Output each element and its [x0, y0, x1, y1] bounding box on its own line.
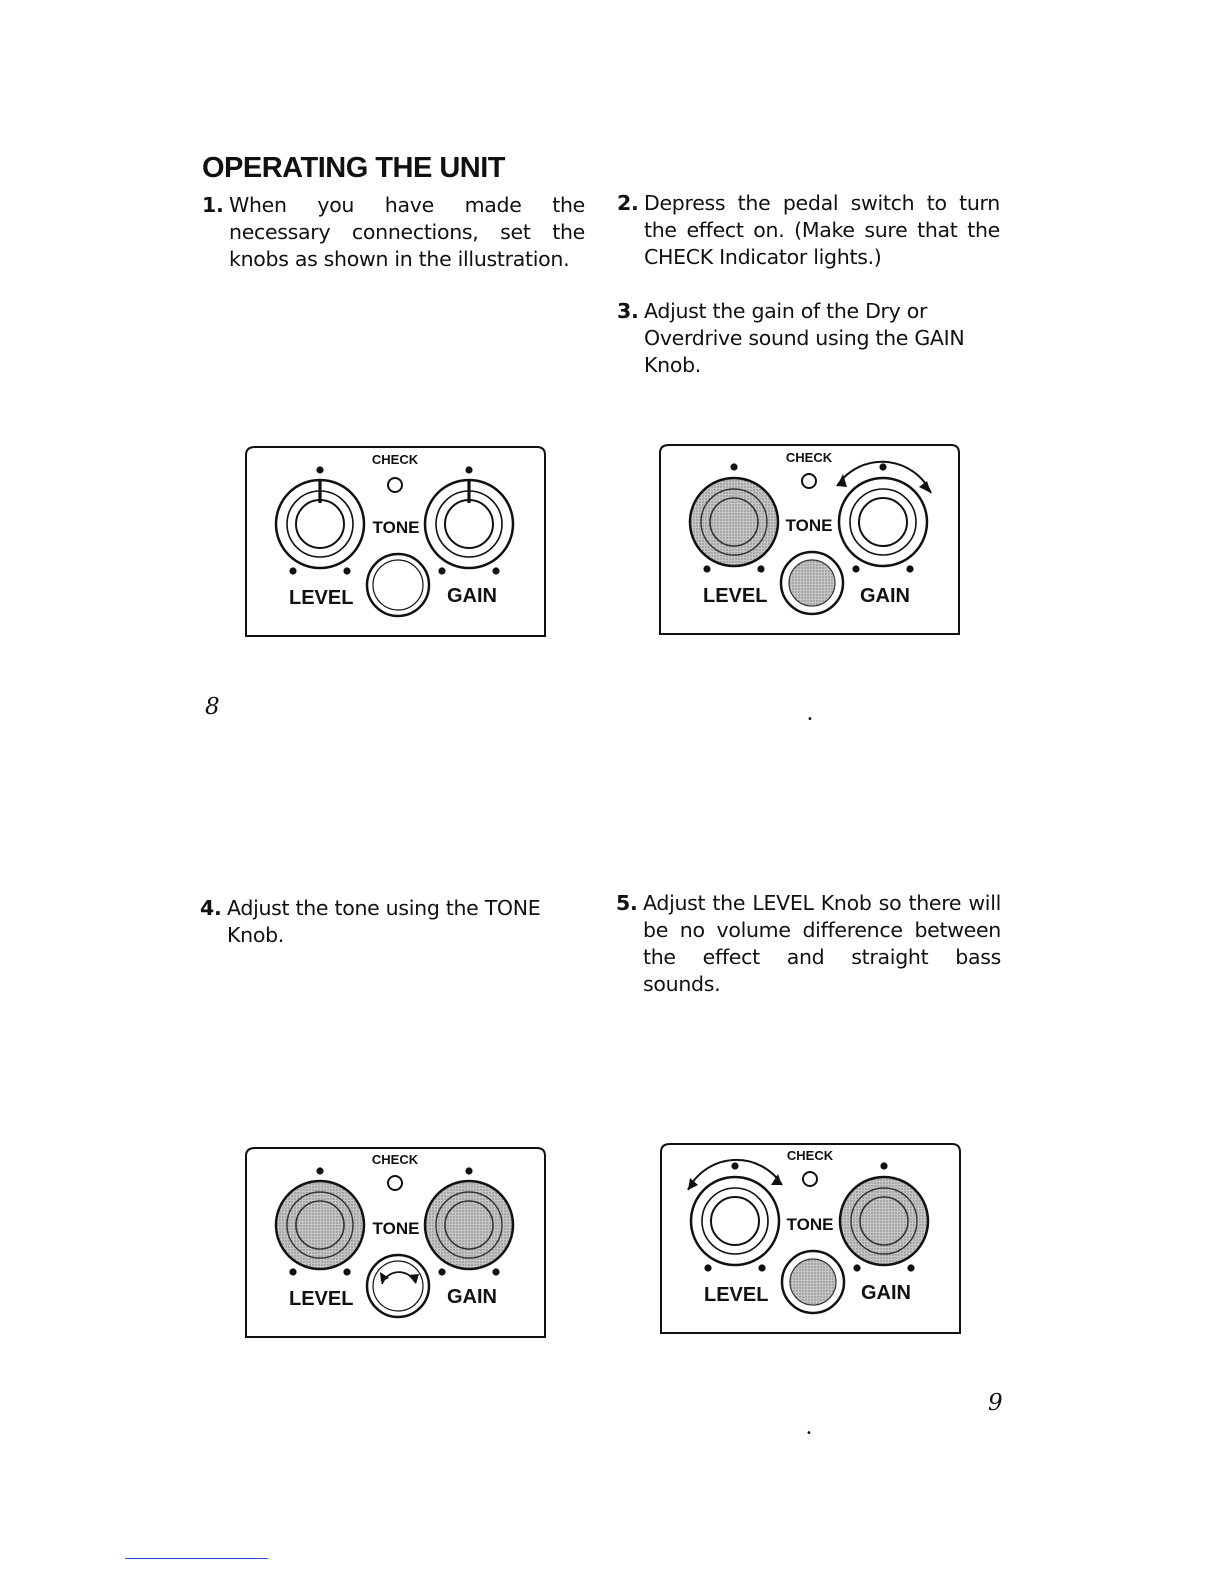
level-knob[interactable]	[276, 480, 364, 568]
step-number: 4.	[200, 896, 222, 920]
check-label: CHECK	[371, 452, 419, 467]
arrow-head-left	[688, 1178, 698, 1190]
gain-knob[interactable]	[840, 1177, 928, 1265]
panel-initial-settings	[243, 443, 549, 639]
knob-mark-dot	[853, 1264, 860, 1271]
panel-adjust-tone	[243, 1144, 549, 1340]
knob-mark-dot	[492, 1268, 499, 1275]
scan-speck: •	[806, 1428, 812, 1439]
knob-mark-dot	[289, 567, 296, 574]
scan-speck: •	[807, 714, 813, 725]
knob-mark-dot	[289, 1268, 296, 1275]
step-5	[616, 890, 1001, 998]
knob-mark-dot	[757, 565, 764, 572]
gain-knob[interactable]	[425, 1181, 513, 1269]
check-indicator	[388, 478, 402, 492]
step-number: 5.	[616, 891, 638, 915]
panel-adjust-level	[658, 1140, 964, 1336]
step-text: Depress the pedal switch to turn the effect on. (Make sure that the CHECK Indicator lights.)	[644, 191, 1000, 269]
step-1	[202, 192, 585, 273]
knob-mark-dot	[492, 567, 499, 574]
page-number-left: 8	[205, 694, 220, 720]
knob-mark-dot	[879, 463, 886, 470]
gain-label: GAIN	[447, 1286, 497, 1308]
level-label: LEVEL	[703, 585, 768, 607]
gain-label: GAIN	[860, 585, 910, 607]
knob-mark-dot	[703, 565, 710, 572]
page-number-right: 9	[988, 1390, 1003, 1416]
tone-label: TONE	[785, 516, 833, 535]
step-2	[617, 190, 1000, 271]
step-number: 2.	[617, 191, 639, 215]
knob-mark-dot	[731, 1162, 738, 1169]
gain-label: GAIN	[861, 1282, 911, 1304]
tone-knob[interactable]	[367, 1255, 429, 1317]
level-label: LEVEL	[289, 1288, 354, 1310]
check-indicator	[388, 1176, 402, 1190]
level-knob[interactable]	[690, 478, 778, 566]
gain-knob[interactable]	[839, 478, 927, 566]
arrow-head-right	[919, 481, 931, 493]
step-number: 3.	[617, 299, 639, 323]
bottom-rule	[125, 1558, 268, 1559]
knob-mark-dot	[704, 1264, 711, 1271]
step-text: Adjust the gain of the Dry or Overdrive sound using the GAIN Knob.	[644, 299, 965, 377]
check-indicator	[803, 1172, 817, 1186]
check-label: CHECK	[371, 1152, 419, 1167]
step-number: 1.	[202, 193, 224, 217]
step-text: When you have made the necessary connections, set the knobs as shown in the illustration.	[229, 193, 585, 271]
tone-knob[interactable]	[782, 1251, 844, 1313]
knob-mark-dot	[343, 567, 350, 574]
arrow-head-right	[771, 1174, 782, 1185]
check-label: CHECK	[785, 450, 833, 465]
knob-mark-dot	[880, 1162, 887, 1169]
step-3	[617, 298, 1004, 379]
check-indicator	[802, 474, 816, 488]
check-label: CHECK	[786, 1148, 834, 1163]
gain-knob[interactable]	[425, 480, 513, 568]
knob-mark-dot	[316, 466, 323, 473]
knob-mark-dot	[438, 567, 445, 574]
level-knob[interactable]	[276, 1181, 364, 1269]
knob-mark-dot	[758, 1264, 765, 1271]
knob-mark-dot	[343, 1268, 350, 1275]
tone-knob[interactable]	[781, 552, 843, 614]
page-title: OPERATING THE UNIT	[202, 152, 506, 184]
step-text: Adjust the tone using the TONE Knob.	[227, 896, 541, 947]
knob-mark-dot	[465, 466, 472, 473]
panel-adjust-gain	[657, 441, 963, 637]
gain-label: GAIN	[447, 585, 497, 607]
level-label: LEVEL	[704, 1284, 769, 1306]
step-text: Adjust the LEVEL Knob so there will be no volume difference between the effect and straight bass sounds.	[643, 891, 1001, 996]
level-knob[interactable]	[691, 1177, 779, 1265]
tone-label: TONE	[786, 1215, 834, 1234]
step-4	[200, 895, 597, 949]
level-label: LEVEL	[289, 587, 354, 609]
knob-mark-dot	[852, 565, 859, 572]
tone-label: TONE	[372, 1219, 420, 1238]
knob-mark-dot	[730, 463, 737, 470]
knob-mark-dot	[906, 565, 913, 572]
knob-mark-dot	[907, 1264, 914, 1271]
knob-mark-dot	[316, 1167, 323, 1174]
tone-knob[interactable]	[367, 554, 429, 616]
knob-mark-dot	[438, 1268, 445, 1275]
knob-mark-dot	[465, 1167, 472, 1174]
tone-label: TONE	[372, 518, 420, 537]
